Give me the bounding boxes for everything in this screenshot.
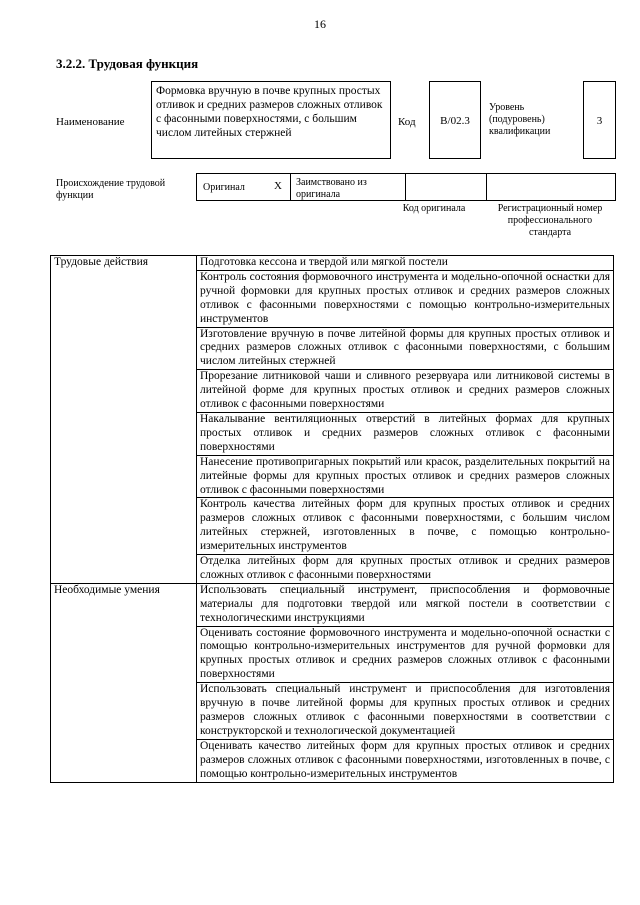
- table-cell: Контроль состояния формовочного инструмента и модельно-опочной оснастки для ручной формовки для крупных простых отливок и средних размеров сложных отливок с фасонными поверхностями с помощью контрольно-измерительных инструментов: [197, 270, 614, 327]
- table-cell: Оценивать состояние формовочного инструмента и модельно-опочной оснастки с помощью контрольно-измерительных инструментов для ручной формовки для крупных простых отливок и средних размеров сложных отливок с фасонными поверхностями: [197, 626, 614, 683]
- code-original-caption: Код оригинала: [402, 203, 466, 214]
- table-row: [51, 583, 614, 626]
- origin-grid: [196, 173, 616, 201]
- origin-divider-2: [405, 174, 406, 200]
- origin-divider-3: [486, 174, 487, 200]
- table-cell: Нанесение противопригарных покрытий или красок, разделительных покрытий на литейные формы для крупных простых отливок и средних размеров сложных отливок с фасонными поверхностями: [197, 455, 614, 498]
- function-name: Формовка вручную в почве крупных простых отливок и средних размеров сложных отливок с фасонными поверхностями, с большим числом литейных стержней: [151, 81, 391, 159]
- table-row: [51, 256, 614, 271]
- origin-label: Происхождение трудовой функции: [56, 178, 166, 201]
- reg-number-caption: Регистрационный номер профессионального стандарта: [497, 203, 603, 238]
- table-cell: Использовать специальный инструмент и приспособления для изготовления вручную в почве литейной формы для крупных простых отливок и средних размеров сложных отливок с фасонными поверхностями в соответствии с конструкторской и технологической документацией: [197, 683, 614, 740]
- original-label: Оригинал: [203, 182, 245, 193]
- origin-divider-1: [290, 174, 291, 200]
- page-number: 16: [314, 17, 326, 31]
- table-cell: Накалывание вентиляционных отверстий в литейных формах для крупных простых отливок и средних размеров сложных отливок с фасонными поверхностями: [197, 412, 614, 455]
- table-cell: Подготовка кессона и твердой или мягкой постели: [197, 256, 614, 271]
- level-value: 3: [583, 81, 616, 159]
- table-cell: Прорезание литниковой чаши и сливного резервуара или литниковой системы в литейной форме для крупных простых отливок и средних размеров сложных отливок с фасонными поверхностями: [197, 370, 614, 413]
- table-cell: Оценивать качество литейных форм для крупных простых отливок и средних размеров сложных отливок с фасонными поверхностями, изготовленных в почве, с помощью контрольно-измерительных инструментов: [197, 739, 614, 782]
- code-label: Код: [398, 116, 416, 128]
- table-cell: Контроль качества литейных форм для крупных простых отливок и средних размеров сложных отливок с фасонными поверхностями, с большим числом литейных стержней, изготовленных в почве, с помощью контрольно-измерительных инструментов: [197, 498, 614, 555]
- table-cell: Отделка литейных форм для крупных простых отливок и средних размеров сложных отливок с фасонными поверхностями: [197, 555, 614, 584]
- level-label: Уровень (подуровень) квалификации: [489, 102, 551, 137]
- section-title-skills: Необходимые умения: [51, 583, 197, 782]
- section-title: 3.2.2. Трудовая функция: [56, 56, 199, 71]
- name-label: Наименование: [56, 116, 125, 128]
- labor-function-table: [50, 255, 614, 783]
- original-mark: X: [274, 180, 282, 192]
- borrowed-label: Заимствовано из оригинала: [296, 177, 367, 200]
- table-cell: Использовать специальный инструмент, приспособления и формовочные материалы для подготовки твердой или мягкой постели в соответствии с технологическими инструкциями: [197, 583, 614, 626]
- table-cell: Изготовление вручную в почве литейной формы для крупных простых отливок и средних размеров сложных отливок с фасонными поверхностями, с большим числом литейных стержней: [197, 327, 614, 370]
- section-title-actions: Трудовые действия: [51, 256, 197, 584]
- code-value: B/02.3: [429, 81, 481, 159]
